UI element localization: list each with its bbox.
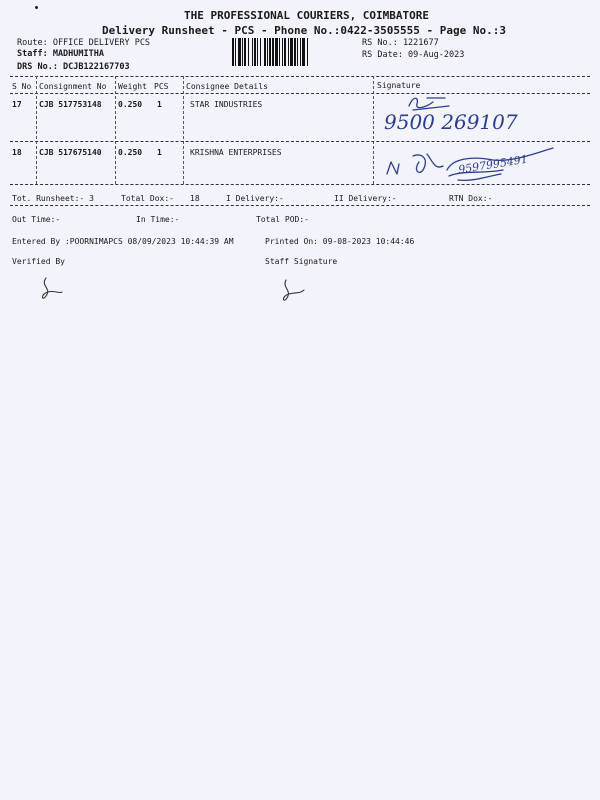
entered-by: Entered By :POORNIMAPCS 08/09/2023 10:44:39 AM (12, 237, 234, 246)
row-consignment: CJB 517753148 (39, 100, 102, 109)
barcode-image (232, 38, 354, 66)
row-weight: 0.250 (118, 100, 143, 109)
verifier-signature (36, 276, 66, 304)
total-dox-value: 18 (190, 194, 200, 203)
rs-date: RS Date: 09-Aug-2023 (362, 50, 465, 60)
row-sno: 18 (12, 148, 22, 157)
divider (10, 205, 590, 206)
column-separator (373, 76, 374, 184)
handwritten-phone: 9597995491 (457, 152, 529, 177)
row-consignee: KRISHNA ENTERPRISES (190, 148, 282, 157)
staff-text: Staff: MADHUMITHA (17, 49, 104, 59)
rs-number: RS No.: 1221677 (362, 38, 439, 48)
rtn-dox: RTN Dox:- (449, 194, 493, 203)
handwritten-phone: 9500 269107 (384, 110, 518, 134)
col-consignee: Consignee Details (186, 82, 268, 91)
total-pod: Total POD:- (256, 215, 309, 224)
row-sno: 17 (12, 100, 22, 109)
row-consignee: STAR INDUSTRIES (190, 100, 263, 109)
col-signature: Signature (377, 81, 421, 90)
row-weight: 0.250 (118, 148, 143, 157)
barcode-bar (308, 38, 309, 66)
staff-signature-mark (278, 278, 308, 306)
column-separator (183, 76, 184, 184)
ii-delivery: II Delivery:- (334, 194, 397, 203)
row-pcs: 1 (157, 148, 162, 157)
col-consignment: Consignment No (39, 82, 107, 91)
i-delivery: I Delivery:- (226, 194, 284, 203)
in-time: In Time:- (136, 215, 180, 224)
total-dox-label: Total Dox:- (121, 194, 174, 203)
verified-by-label: Verified By (12, 257, 65, 266)
scan-dot (35, 6, 38, 9)
column-separator (115, 76, 116, 184)
staff-signature-label: Staff Signature (265, 257, 338, 266)
col-pcs: PCS (154, 82, 169, 91)
runsheet-title: Delivery Runsheet - PCS - Phone No.:0422-3505555 - Page No.:3 (102, 24, 506, 37)
col-sno: S No (12, 82, 32, 91)
divider (10, 93, 590, 94)
divider (10, 184, 590, 185)
col-weight: Weight (118, 82, 147, 91)
column-separator (36, 76, 37, 184)
out-time: Out Time:- (12, 215, 61, 224)
printed-on: Printed On: 09-08-2023 10:44:46 (265, 237, 415, 246)
company-name: THE PROFESSIONAL COURIERS, COIMBATORE (184, 9, 430, 22)
row-pcs: 1 (157, 100, 162, 109)
row-consignment: CJB 517675140 (39, 148, 102, 157)
drs-number: DRS No.: DCJB122167703 (17, 62, 130, 72)
tot-runsheet: Tot. Runsheet:- 3 (12, 194, 94, 203)
route-text: Route: OFFICE DELIVERY PCS (17, 38, 151, 48)
divider (10, 76, 590, 77)
